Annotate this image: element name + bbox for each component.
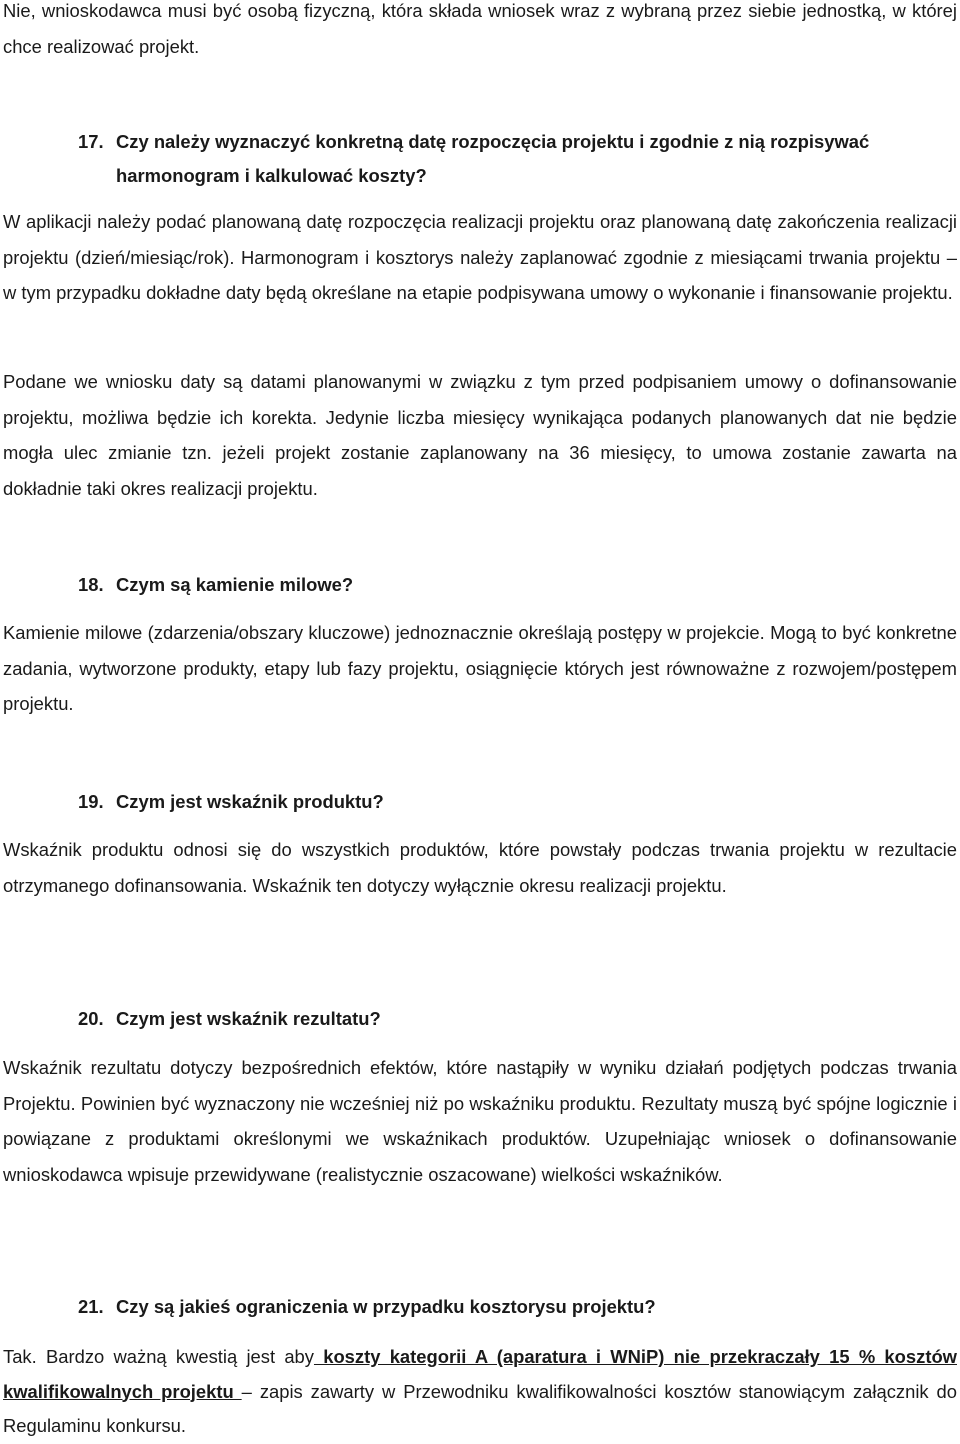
answer-21-end: – zapis zawarty w Przewodniku kwalifikowalności kosztów stanowiącym załącznik do Regulaminu konkursu. [3, 1380, 957, 1436]
question-20-heading [78, 1002, 381, 1036]
question-17-heading [78, 125, 958, 193]
question-number: 17. [78, 131, 104, 152]
answer-21-start: Tak. Bardzo ważną kwestią jest aby [3, 1346, 314, 1367]
answer-17-paragraph-2: Podane we wniosku daty są datami planowanymi w związku z tym przed podpisaniem umowy o dofinansowanie projektu, możliwa będzie ich korekta. Jedynie liczba miesięcy wynikająca podanych planowanych dat nie będzie mogła ulec zmianie tzn. jeżeli projekt zostanie zaplanowany na 36 miesięcy, to umowa zostanie zawarta na dokładnie taki okres realizacji projektu. [3, 371, 957, 499]
question-number: 20. [78, 1008, 104, 1029]
question-text: Czym są kamienie milowe? [116, 574, 354, 595]
question-text: Czy należy wyznaczyć konkretną datę rozpoczęcia projektu i zgodnie z nią rozpisywać harmonogram i kalkulować koszty? [116, 131, 870, 186]
answer-21-paragraph [3, 1340, 957, 1444]
question-number: 18. [78, 574, 104, 595]
intro-paragraph: Nie, wnioskodawca musi być osobą fizyczną, która składa wniosek wraz z wybraną przez siebie jednostką, w której chce realizować projekt. [3, 0, 957, 57]
answer-20-paragraph: Wskaźnik rezultatu dotyczy bezpośrednich efektów, które nastąpiły w wyniku działań podjętych podczas trwania Projektu. Powinien być wyznaczony nie wcześniej niż po wskaźniku produktu. Rezultaty muszą być spójne logicznie i powiązane z produktami określonymi we wskaźnikach produktów. Uzupełniając wniosek o dofinansowanie wnioskodawca wpisuje przewidywane (realistycznie oszacowane) wielkości wskaźników. [3, 1057, 957, 1185]
answer-18-paragraph: Kamienie milowe (zdarzenia/obszary kluczowe) jednoznacznie określają postępy w projekcie. Mogą to być konkretne zadania, wytworzone produkty, etapy lub fazy projektu, osiągnięcie których jest równoważne z rozwojem/postępem projektu. [3, 622, 957, 714]
answer-19-paragraph: Wskaźnik produktu odnosi się do wszystkich produktów, które powstały podczas trwania projektu w rezultacie otrzymanego dofinansowania. Wskaźnik ten dotyczy wyłącznie okresu realizacji projektu. [3, 839, 957, 896]
question-text: Czym jest wskaźnik produktu? [116, 791, 384, 812]
question-number: 21. [78, 1296, 104, 1317]
question-18-heading [78, 568, 353, 602]
question-text: Czym jest wskaźnik rezultatu? [116, 1008, 381, 1029]
answer-21-emphasis: koszty kategorii A (aparatura i WNiP) nie przekraczały 15 % kosztów kwalifikowalnych projektu [3, 1346, 957, 1402]
question-21-heading [78, 1290, 656, 1324]
question-text: Czy są jakieś ograniczenia w przypadku kosztorysu projektu? [116, 1296, 656, 1317]
question-number: 19. [78, 791, 104, 812]
answer-17-paragraph-1: W aplikacji należy podać planowaną datę rozpoczęcia realizacji projektu oraz planowaną datę zakończenia realizacji projektu (dzień/miesiąc/rok). Harmonogram i kosztorys należy zaplanować zgodnie z miesiącami trwania projektu – w tym przypadku dokładne daty będą określane na etapie podpisywana umowy o wykonanie i finansowanie projektu. [3, 211, 957, 303]
question-19-heading [78, 785, 384, 819]
